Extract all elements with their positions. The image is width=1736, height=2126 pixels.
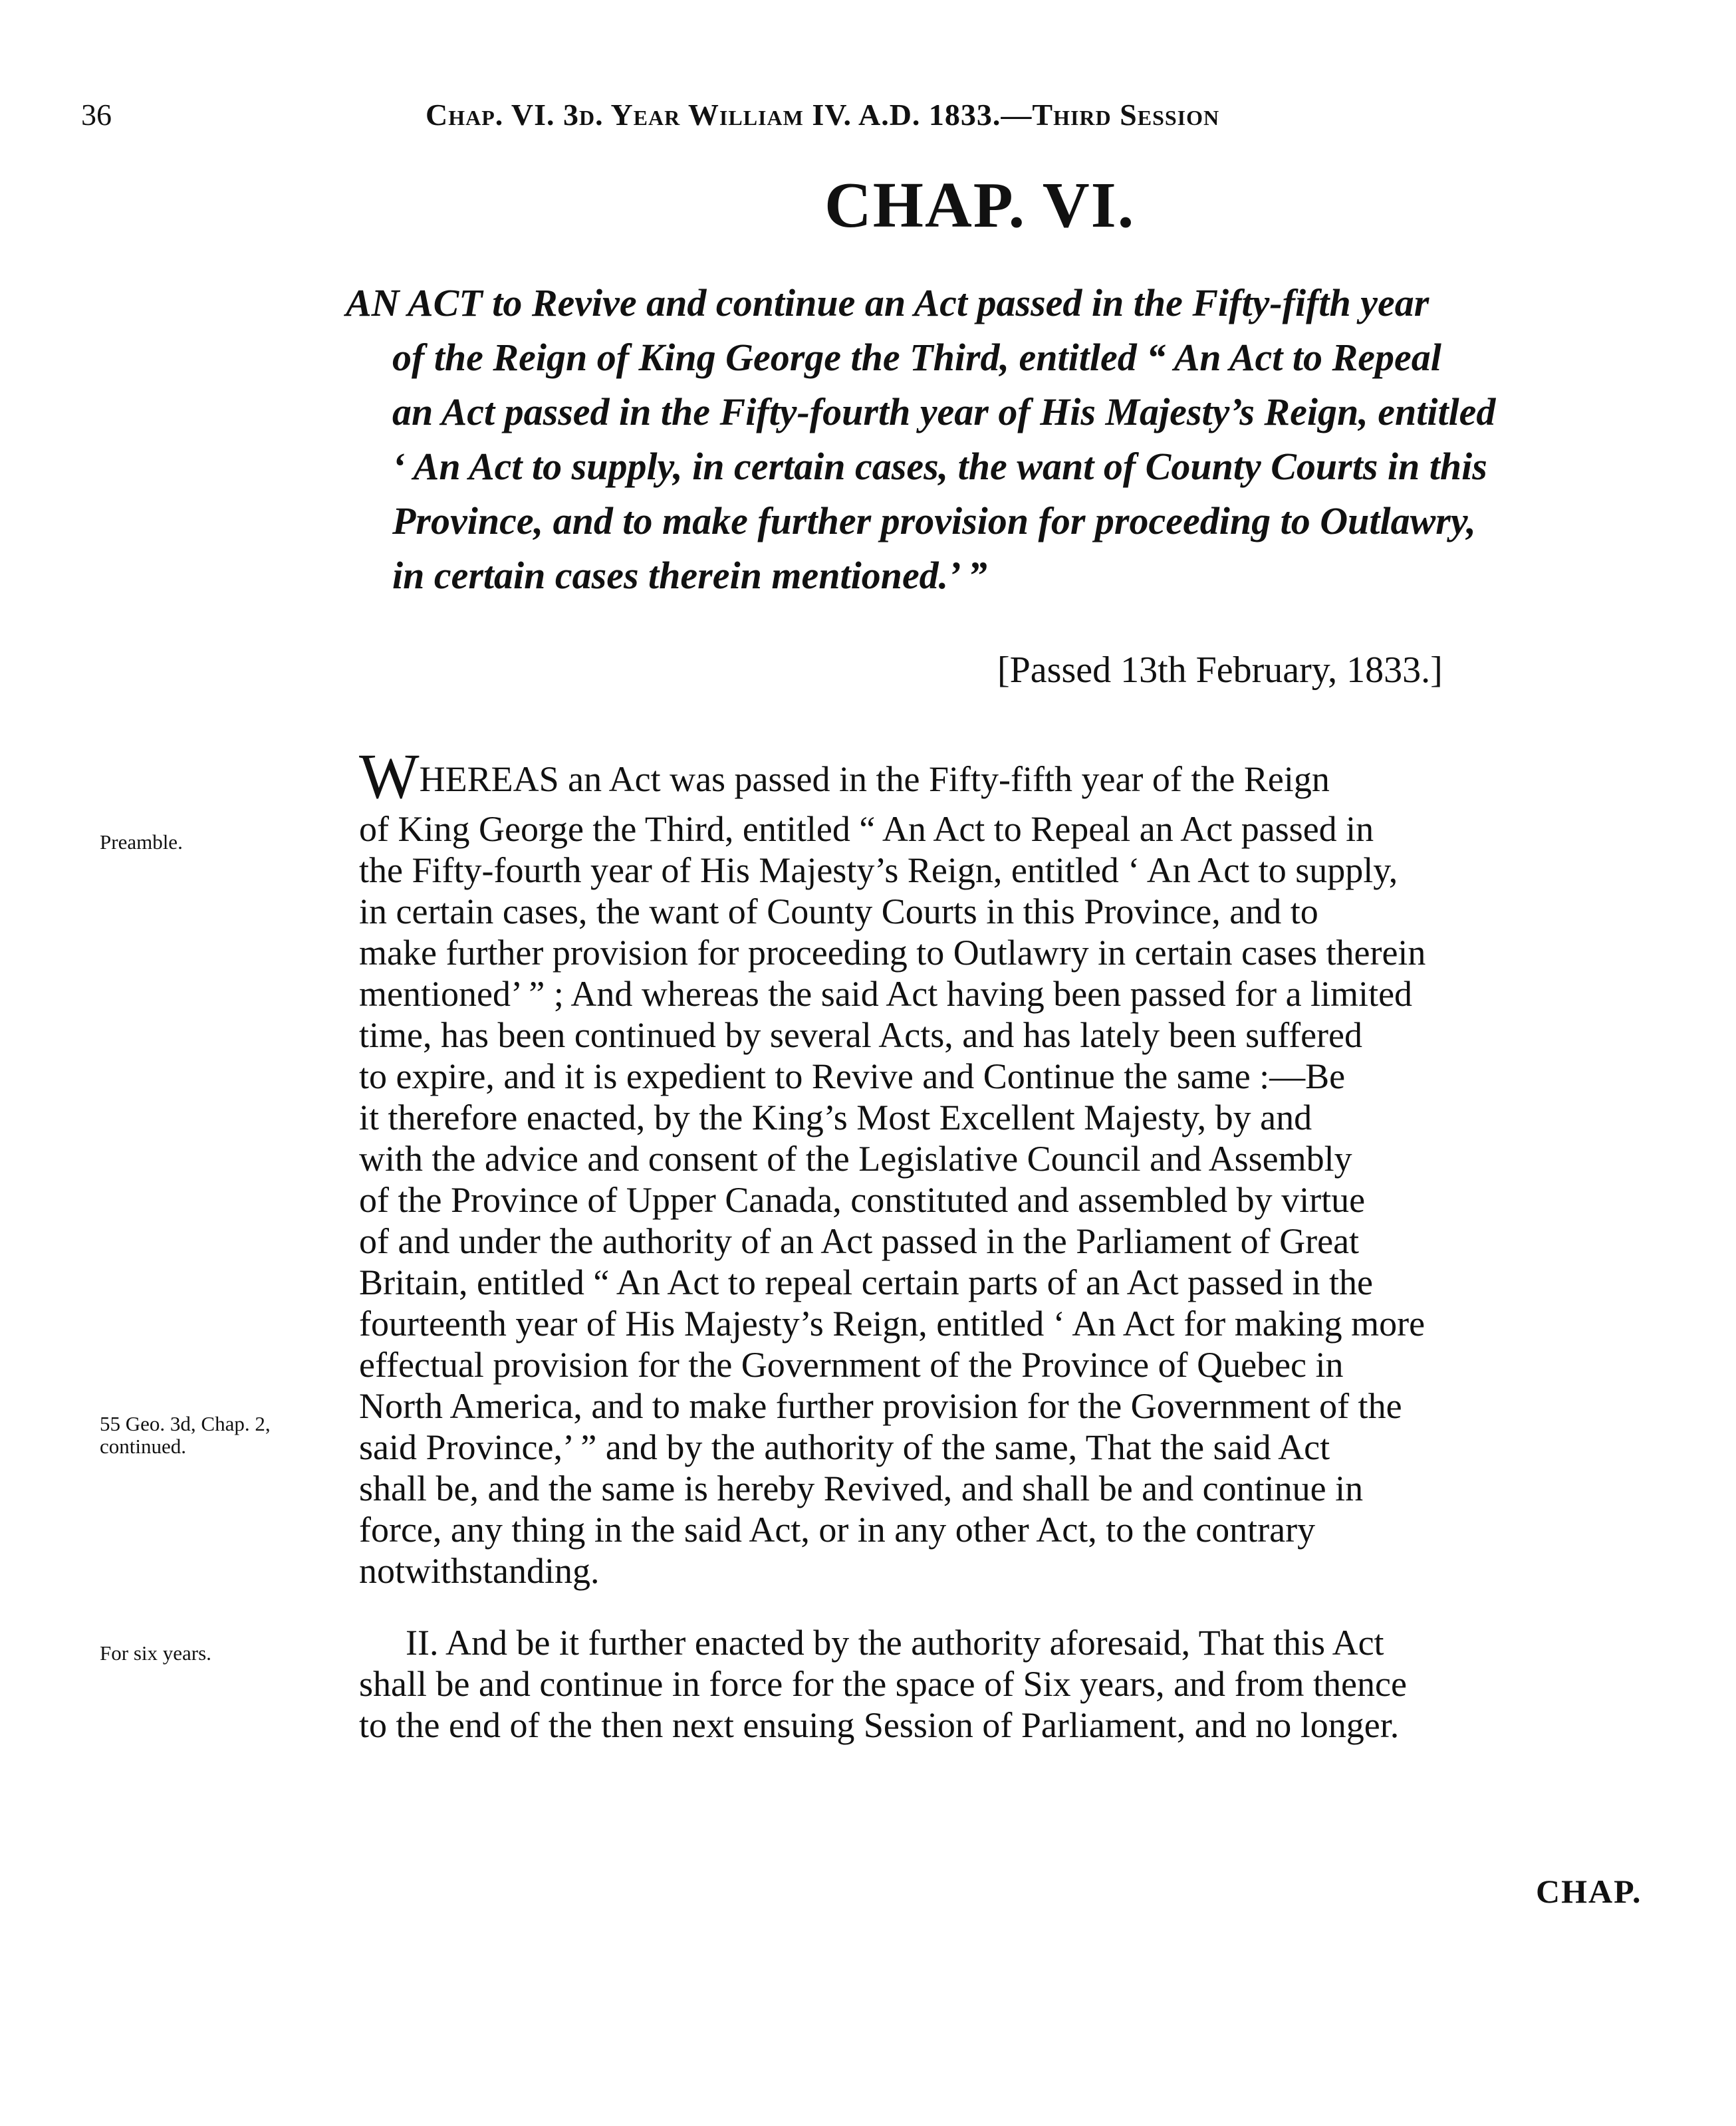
preamble-line: fourteenth year of His Majesty’s Reign, entitled ‘ An Act for making more — [359, 1304, 1426, 1344]
preamble-line: of and under the authority of an Act passed in the Parliament of Great — [359, 1221, 1360, 1261]
marginal-note-preamble: Preamble. — [100, 830, 183, 854]
preamble-line: mentioned’ ” ; And whereas the said Act having been passed for a limited — [359, 974, 1413, 1014]
preamble-line: effectual provision for the Government of the Province of Quebec in — [359, 1345, 1344, 1385]
act-title-line: of the Reign of King George the Third, entitled “ An Act to Repeal — [392, 336, 1441, 379]
preamble-line: of King George the Third, entitled “ An Act to Repeal an Act passed in — [359, 809, 1374, 849]
preamble-line: said Province,’ ” and by the authority of the same, That the said Act — [359, 1427, 1330, 1467]
section-two-text — [359, 1622, 1675, 1748]
act-title-line: in certain cases therein mentioned.’ ” — [392, 554, 987, 597]
preamble-line: force, any thing in the said Act, or in any other Act, to the contrary — [359, 1510, 1316, 1550]
page-number: 36 — [81, 98, 112, 132]
marginal-note-continued-line1: 55 Geo. 3d, Chap. 2, — [100, 1412, 271, 1435]
act-title-line: Province, and to make further provision for proceeding to Outlawry, — [392, 499, 1476, 542]
act-title-line: an Act passed in the Fifty-fourth year of His Majesty’s Reign, entitled — [392, 390, 1496, 433]
section-two-line: shall be and continue in force for the space of Six years, and from thence — [359, 1664, 1407, 1704]
section-two-line: II. And be it further enacted by the authority aforesaid, That this Act — [406, 1623, 1384, 1663]
preamble-line: in certain cases, the want of County Courts in this Province, and to — [359, 891, 1318, 931]
preamble-line: Britain, entitled “ An Act to repeal certain parts of an Act passed in the — [359, 1262, 1374, 1302]
preamble-line: with the advice and consent of the Legislative Council and Assembly — [359, 1139, 1352, 1179]
catchword: CHAP. — [1536, 1873, 1642, 1910]
act-title-line: ‘ An Act to supply, in certain cases, the want of County Courts in this — [392, 445, 1487, 488]
passed-date: [Passed 13th February, 1833.] — [997, 650, 1443, 691]
preamble-text — [359, 741, 1675, 1591]
preamble-line: North America, and to make further provision for the Government of the — [359, 1386, 1402, 1426]
preamble-line — [359, 741, 1675, 812]
preamble-line-text: HEREAS an Act was passed in the Fifty-fifth year of the Reign — [419, 759, 1330, 799]
preamble-line: time, has been continued by several Acts, and has lately been suffered — [359, 1015, 1362, 1055]
preamble-line: of the Province of Upper Canada, constituted and assembled by virtue — [359, 1180, 1366, 1220]
marginal-note-continued-line2: continued. — [100, 1435, 186, 1458]
marginal-note-six-years: For six years. — [100, 1641, 211, 1665]
chapter-title: CHAP. VI. — [824, 170, 1136, 241]
preamble-line: the Fifty-fourth year of His Majesty’s Reign, entitled ‘ An Act to supply, — [359, 850, 1398, 890]
preamble-line: it therefore enacted, by the King’s Most Excellent Majesty, by and — [359, 1098, 1312, 1137]
act-title-line: AN ACT to Revive and continue an Act passed in the Fifty-fifth year — [346, 281, 1429, 324]
section-two-line: to the end of the then next ensuing Session of Parliament, and no longer. — [359, 1705, 1400, 1745]
act-title — [346, 276, 1662, 603]
preamble-line: to expire, and it is expedient to Revive and Continue the same :—Be — [359, 1056, 1346, 1096]
preamble-line: make further provision for proceeding to Outlawry in certain cases therein — [359, 933, 1426, 973]
running-head: Chap. VI. 3d. Year William IV. A.D. 1833.—Third Session — [426, 98, 1220, 132]
preamble-line: shall be, and the same is hereby Revived, and shall be and continue in — [359, 1469, 1364, 1508]
marginal-note-continued — [100, 1413, 359, 1458]
dropcap: W — [359, 741, 420, 812]
preamble-line: notwithstanding. — [359, 1551, 600, 1591]
